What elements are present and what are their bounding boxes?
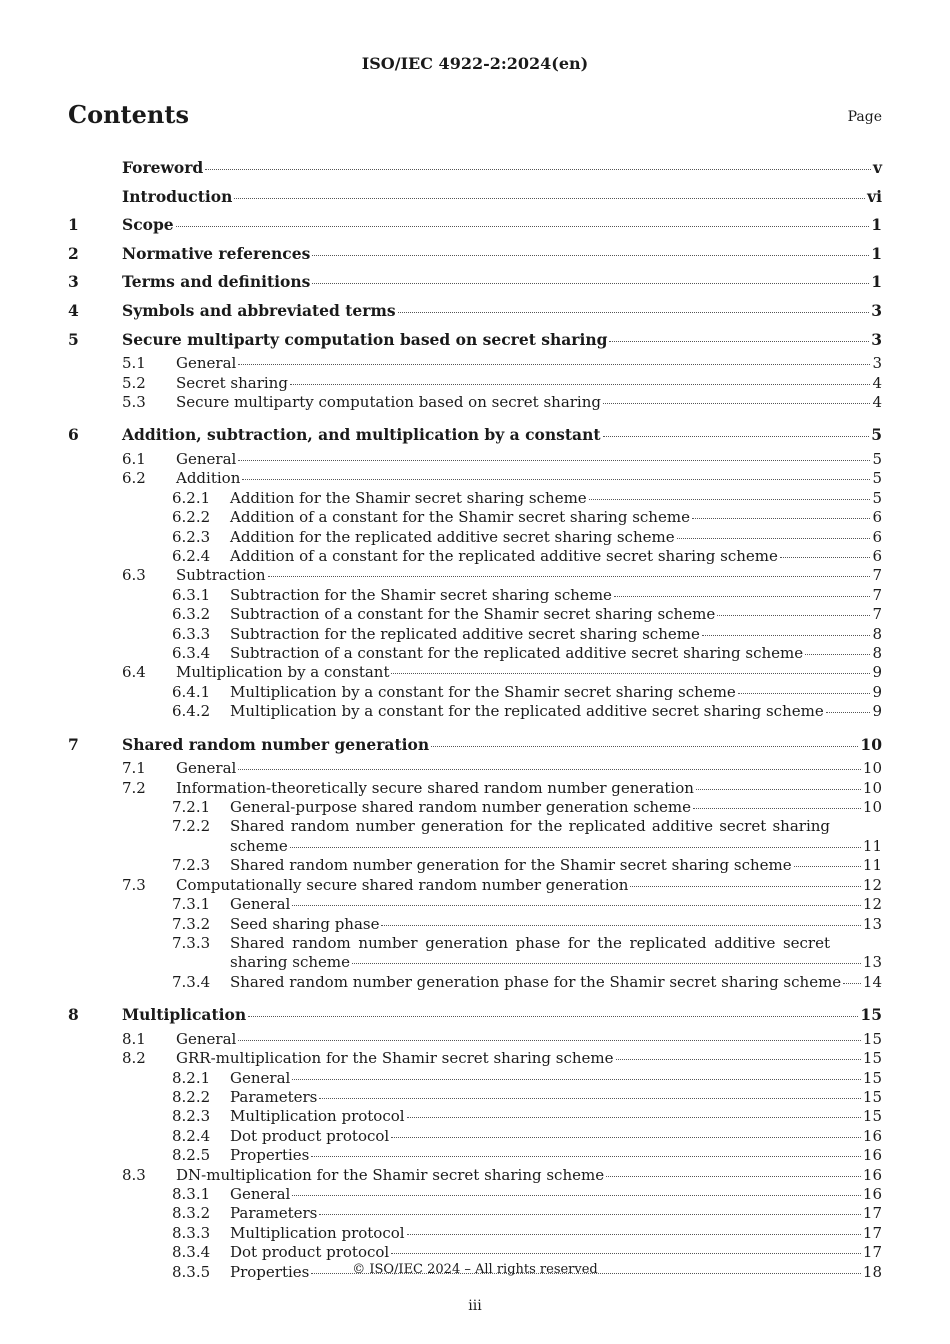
toc-entry-number: 5.3 (122, 392, 146, 411)
toc-entry[interactable] (68, 268, 882, 297)
toc-entry[interactable] (68, 1185, 882, 1204)
page-column-label: Page (847, 109, 882, 125)
dot-leader (702, 635, 871, 636)
toc-entry-number: 6.4.2 (172, 702, 211, 721)
dot-leader (826, 712, 871, 713)
toc-entry-title: Multiplication by a constant for the Shamir secret sharing scheme (230, 682, 736, 701)
dot-leader (616, 1059, 861, 1060)
dot-leader (391, 673, 870, 674)
toc-entry-number: 6.3.2 (172, 605, 211, 624)
toc-entry[interactable] (68, 1166, 882, 1185)
toc-entry-title: Normative references (122, 243, 311, 263)
toc-entry-page: 6 (872, 527, 882, 546)
toc-entry-title: Addition of a constant for the Shamir secret sharing scheme (230, 508, 690, 527)
toc-entry-number: 8.1 (122, 1029, 146, 1048)
toc-entry-page: 15 (860, 1005, 882, 1025)
toc-entry-title: General (230, 1184, 291, 1203)
dot-leader (312, 283, 869, 284)
toc-entry-page: 12 (862, 895, 882, 914)
toc-entry-page: 3 (871, 300, 882, 320)
toc-entry[interactable] (68, 528, 882, 547)
toc-entry-title: General (230, 1068, 291, 1087)
toc-entry-title: Subtraction of a constant for the replicated additive secret sharing scheme (230, 644, 804, 663)
toc-entry-page: 6 (872, 547, 882, 565)
toc-entry-title: Scope (122, 215, 174, 235)
toc-entry-page: 1 (871, 272, 882, 292)
toc-entry[interactable] (68, 183, 882, 212)
dot-leader (614, 596, 871, 597)
toc-entry[interactable] (68, 779, 882, 798)
toc-entry-title: Subtraction for the replicated additive secret sharing scheme (230, 624, 700, 643)
toc-entry-page: 5 (872, 449, 882, 468)
dot-leader (589, 499, 871, 500)
dot-leader (407, 1117, 861, 1118)
toc-entry-title: Subtraction of a constant for the Shamir secret sharing scheme (230, 605, 716, 624)
toc-entry-title: Subtraction for the Shamir secret sharing scheme (230, 585, 612, 604)
dot-leader (312, 255, 869, 256)
dot-leader (431, 746, 858, 747)
toc-entry-title: GRR-multiplication for the Shamir secret sharing scheme (176, 1049, 614, 1068)
toc-entry[interactable] (68, 1127, 882, 1146)
toc-entry-title: Terms and definitions (122, 272, 311, 292)
toc-entry-number: 7.3.1 (172, 895, 211, 914)
page-number: iii (468, 1298, 482, 1314)
toc-entry[interactable] (68, 934, 882, 953)
toc-entry-title: Multiplication protocol (230, 1107, 405, 1126)
dot-leader (692, 518, 871, 519)
toc-entry[interactable] (68, 374, 882, 393)
dot-leader (319, 1214, 861, 1215)
toc-entry-number: 6.2 (122, 469, 146, 488)
toc-entry-page: 13 (862, 953, 882, 972)
toc-entry[interactable] (68, 1243, 882, 1262)
dot-leader (693, 808, 861, 809)
toc-entry-title: General (176, 1029, 237, 1048)
toc-entry-page: 15 (862, 1087, 882, 1106)
toc-entry[interactable] (68, 1107, 882, 1126)
toc-entry-title: Secure multiparty computation based on secret sharing (176, 392, 601, 411)
toc-entry-number: 8.2.3 (172, 1107, 211, 1126)
toc-entry-page: 10 (862, 798, 882, 817)
toc-entry[interactable] (68, 240, 882, 269)
dot-leader (738, 693, 871, 694)
toc-entry-title: General (230, 895, 291, 914)
toc-entry-page: 1 (871, 215, 882, 235)
toc-entry[interactable] (68, 644, 882, 663)
toc-entry-page: 17 (862, 1204, 882, 1223)
toc-entry-title: Information-theoretically secure shared random number generation (176, 778, 694, 797)
toc-entry-number: 8.2 (122, 1049, 146, 1068)
toc-entry-page: 4 (872, 373, 882, 392)
dot-leader (238, 460, 870, 461)
toc-entry-page: 8 (872, 644, 882, 663)
dot-leader (292, 1195, 861, 1196)
toc-entry-page: 4 (872, 392, 882, 411)
dot-leader (238, 364, 870, 365)
toc-entry-title: Computationally secure shared random number generation (176, 875, 629, 894)
toc-entry-title: Parameters (230, 1204, 318, 1223)
toc-entry-title: Dot product protocol (230, 1126, 390, 1145)
toc-entry-page: 17 (862, 1223, 882, 1242)
toc-entry[interactable] (68, 731, 882, 760)
toc-entry[interactable] (68, 469, 882, 488)
toc-entry[interactable] (68, 798, 882, 817)
toc-entry-title: Properties (230, 1262, 310, 1281)
dot-leader (290, 847, 861, 848)
table-of-contents (68, 154, 882, 1282)
toc-entry-number: 4 (68, 300, 79, 320)
toc-entry-title-continuation: sharing scheme (230, 953, 351, 972)
toc-entry-page: 14 (862, 972, 882, 991)
toc-entry-title: Addition of a constant for the replicated additive secret sharing scheme (230, 547, 778, 565)
toc-entry-number: 7.1 (122, 759, 146, 778)
toc-entry-number: 8.3.2 (172, 1204, 211, 1223)
toc-entry-page: 9 (872, 702, 882, 721)
dot-leader (248, 1016, 858, 1017)
toc-entry-page: 1 (871, 243, 882, 263)
toc-entry-continuation[interactable] (68, 837, 882, 856)
toc-entry-title: Symbols and abbreviated terms (122, 300, 396, 320)
dot-leader (290, 384, 871, 385)
toc-entry-title: Addition, subtraction, and multiplication by a constant (122, 425, 601, 445)
toc-entry-page: 15 (862, 1107, 882, 1126)
toc-entry-title: Parameters (230, 1087, 318, 1106)
contents-title-row (68, 100, 882, 134)
toc-entry-number: 8.3.3 (172, 1223, 211, 1242)
toc-entry-number: 5.2 (122, 373, 146, 392)
toc-entry-page: 5 (871, 425, 882, 445)
toc-entry-title: Properties (230, 1146, 310, 1165)
toc-entry[interactable] (68, 702, 882, 721)
toc-entry-title: Multiplication protocol (230, 1223, 405, 1242)
toc-entry-title: General (176, 449, 237, 468)
toc-entry[interactable] (68, 586, 882, 605)
toc-entry-number: 7.2 (122, 778, 146, 797)
toc-entry-number: 7.2.1 (172, 798, 211, 817)
toc-entry[interactable] (68, 817, 882, 836)
toc-entry-number: 3 (68, 272, 79, 292)
toc-entry-number: 7.2.2 (172, 817, 211, 836)
toc-entry-title: General (176, 759, 237, 778)
toc-entry-page: 9 (872, 682, 882, 701)
toc-entry[interactable] (68, 625, 882, 644)
dot-leader (696, 789, 861, 790)
toc-entry-page: 11 (862, 836, 882, 855)
toc-entry-title: Shared random number generation (122, 734, 430, 754)
document-header: ISO/IEC 4922-2:2024(en) (361, 54, 589, 73)
dot-leader (391, 1253, 861, 1254)
toc-entry-title: Seed sharing phase (230, 914, 380, 933)
toc-entry[interactable] (68, 663, 882, 682)
dot-leader (717, 615, 870, 616)
toc-entry[interactable] (68, 566, 882, 585)
toc-entry-page: 16 (862, 1126, 882, 1145)
dot-leader (238, 769, 861, 770)
toc-entry-number: 8 (68, 1005, 79, 1025)
toc-entry-page: 6 (872, 508, 882, 527)
toc-entry[interactable] (68, 605, 882, 624)
toc-entry-number: 6.4 (122, 663, 146, 682)
toc-entry-page: 15 (862, 1068, 882, 1087)
toc-entry[interactable] (68, 450, 882, 469)
toc-entry-page: 12 (862, 875, 882, 894)
toc-entry[interactable] (68, 393, 882, 412)
toc-entry[interactable] (68, 211, 882, 240)
toc-entry[interactable] (68, 973, 882, 992)
toc-entry-number: 6.3.3 (172, 624, 211, 643)
toc-entry-page: v (872, 158, 882, 177)
toc-entry-number: 6 (68, 425, 79, 445)
toc-entry-page: vi (867, 186, 882, 206)
toc-entry-number: 8.3.1 (172, 1184, 211, 1203)
toc-entry-title: Multiplication (122, 1005, 247, 1025)
toc-entry-number: 7.3.3 (172, 933, 211, 952)
toc-entry[interactable] (68, 547, 882, 566)
toc-entry-page: 7 (872, 585, 882, 604)
toc-entry-number: 6.2.1 (172, 488, 211, 507)
toc-entry[interactable] (68, 1146, 882, 1165)
dot-leader (292, 1079, 861, 1080)
toc-entry-title: Subtraction (176, 566, 266, 585)
toc-entry-title: Secure multiparty computation based on secret sharing (122, 329, 608, 349)
toc-entry-number: 8.3 (122, 1165, 146, 1184)
toc-entry-number: 2 (68, 243, 79, 263)
dot-leader (391, 1137, 861, 1138)
toc-entry-page: 17 (862, 1243, 882, 1262)
contents-title: Contents (68, 100, 189, 129)
toc-entry-title: Shared random number generation phase for the replicated additive secret (230, 933, 830, 952)
toc-entry-title: Secret sharing (176, 373, 288, 392)
toc-entry-title: Multiplication by a constant for the replicated additive secret sharing scheme (230, 702, 824, 721)
toc-entry-page: 16 (862, 1146, 882, 1165)
toc-entry[interactable] (68, 1001, 882, 1030)
toc-entry-title-continuation: scheme (230, 836, 288, 855)
copyright-footer: © ISO/IEC 2024 – All rights reserved (352, 1262, 598, 1277)
toc-entry-page: 16 (862, 1184, 882, 1203)
dot-leader (606, 1176, 861, 1177)
toc-entry[interactable] (68, 297, 882, 326)
dot-leader (407, 1234, 861, 1235)
dot-leader (780, 557, 871, 558)
toc-entry-title: Addition (176, 469, 241, 488)
toc-entry[interactable] (68, 326, 882, 355)
toc-entry[interactable] (68, 856, 882, 875)
toc-entry-continuation[interactable] (68, 953, 882, 972)
toc-entry-title: Dot product protocol (230, 1243, 390, 1262)
toc-entry-title: Addition for the Shamir secret sharing scheme (230, 488, 587, 507)
toc-entry-page: 10 (862, 778, 882, 797)
toc-entry[interactable] (68, 354, 882, 373)
dot-leader (311, 1156, 861, 1157)
toc-entry[interactable] (68, 683, 882, 702)
toc-entry[interactable] (68, 1224, 882, 1243)
toc-entry-number: 5.1 (122, 354, 146, 373)
dot-leader (398, 312, 870, 313)
toc-entry-title: Shared random number generation phase for the Shamir secret sharing scheme (230, 972, 842, 991)
toc-entry-number: 6.3.4 (172, 644, 211, 663)
toc-entry-page: 16 (862, 1165, 882, 1184)
toc-entry-page: 15 (862, 1049, 882, 1068)
dot-leader (176, 226, 870, 227)
toc-entry-page: 13 (862, 914, 882, 933)
dot-leader (381, 925, 860, 926)
toc-entry[interactable] (68, 759, 882, 778)
toc-entry-page: 3 (871, 329, 882, 349)
toc-entry-number: 6.2.3 (172, 527, 211, 546)
dot-leader (268, 576, 871, 577)
toc-entry-number: 1 (68, 215, 79, 235)
toc-entry-number: 8.2.2 (172, 1087, 211, 1106)
toc-entry-title: Foreword (122, 158, 204, 177)
toc-entry[interactable] (68, 421, 882, 450)
toc-entry-number: 6.3 (122, 566, 146, 585)
toc-entry-number: 7.3.4 (172, 972, 211, 991)
dot-leader (677, 538, 871, 539)
toc-entry-number: 7 (68, 734, 79, 754)
toc-entry-number: 8.2.4 (172, 1126, 211, 1145)
toc-entry[interactable] (68, 154, 882, 183)
dot-leader (630, 886, 860, 887)
dot-leader (292, 905, 861, 906)
toc-entry-page: 5 (872, 469, 882, 488)
toc-entry[interactable] (68, 1030, 882, 1049)
toc-entry-page: 10 (860, 734, 882, 754)
dot-leader (319, 1098, 861, 1099)
dot-leader (205, 169, 871, 170)
dot-leader (238, 1040, 861, 1041)
toc-entry-page: 18 (862, 1262, 882, 1281)
toc-entry-number: 7.2.3 (172, 856, 211, 875)
toc-entry-number: 8.2.1 (172, 1068, 211, 1087)
toc-entry-page: 7 (872, 605, 882, 624)
toc-entry-title: Multiplication by a constant (176, 663, 390, 682)
dot-leader (352, 963, 861, 964)
toc-entry-page: 9 (872, 663, 882, 682)
dot-leader (843, 983, 861, 984)
toc-entry[interactable] (68, 1204, 882, 1223)
toc-entry-number: 6.4.1 (172, 682, 211, 701)
toc-entry-page: 15 (862, 1029, 882, 1048)
dot-leader (794, 866, 861, 867)
toc-entry-title: DN-multiplication for the Shamir secret sharing scheme (176, 1165, 605, 1184)
toc-entry[interactable] (68, 489, 882, 508)
toc-entry-number: 7.3 (122, 875, 146, 894)
toc-entry-number: 6.1 (122, 449, 146, 468)
toc-entry-number: 6.3.1 (172, 585, 211, 604)
dot-leader (609, 341, 869, 342)
toc-entry-number: 8.3.5 (172, 1262, 211, 1281)
toc-entry-page: 8 (872, 624, 882, 643)
toc-entry-title: Shared random number generation for the replicated additive secret sharing (230, 817, 830, 836)
dot-leader (234, 198, 865, 199)
toc-entry[interactable] (68, 1049, 882, 1068)
toc-entry-number: 7.3.2 (172, 914, 211, 933)
toc-entry-page: 10 (862, 759, 882, 778)
toc-entry-page: 7 (872, 566, 882, 585)
toc-entry-number: 8.3.4 (172, 1243, 211, 1262)
toc-entry-number: 5 (68, 329, 79, 349)
dot-leader (603, 403, 870, 404)
toc-entry-title: Introduction (122, 186, 233, 206)
toc-entry-title: Shared random number generation for the Shamir secret sharing scheme (230, 856, 792, 875)
dot-leader (242, 479, 870, 480)
toc-entry-page: 3 (872, 354, 882, 373)
toc-entry[interactable] (68, 915, 882, 934)
toc-entry-title: Addition for the replicated additive secret sharing scheme (230, 527, 675, 546)
toc-entry[interactable] (68, 1069, 882, 1088)
toc-entry-title: General-purpose shared random number generation scheme (230, 798, 692, 817)
toc-entry-number: 6.2.4 (172, 547, 211, 565)
toc-entry-number: 8.2.5 (172, 1146, 211, 1165)
toc-entry[interactable] (68, 508, 882, 527)
toc-entry-title: General (176, 354, 237, 373)
toc-entry-number: 6.2.2 (172, 508, 211, 527)
toc-entry-page: 11 (862, 856, 882, 875)
toc-entry[interactable] (68, 1088, 882, 1107)
dot-leader (603, 436, 870, 437)
dot-leader (805, 654, 870, 655)
toc-entry[interactable] (68, 895, 882, 914)
toc-entry-page: 5 (872, 488, 882, 507)
toc-entry[interactable] (68, 876, 882, 895)
